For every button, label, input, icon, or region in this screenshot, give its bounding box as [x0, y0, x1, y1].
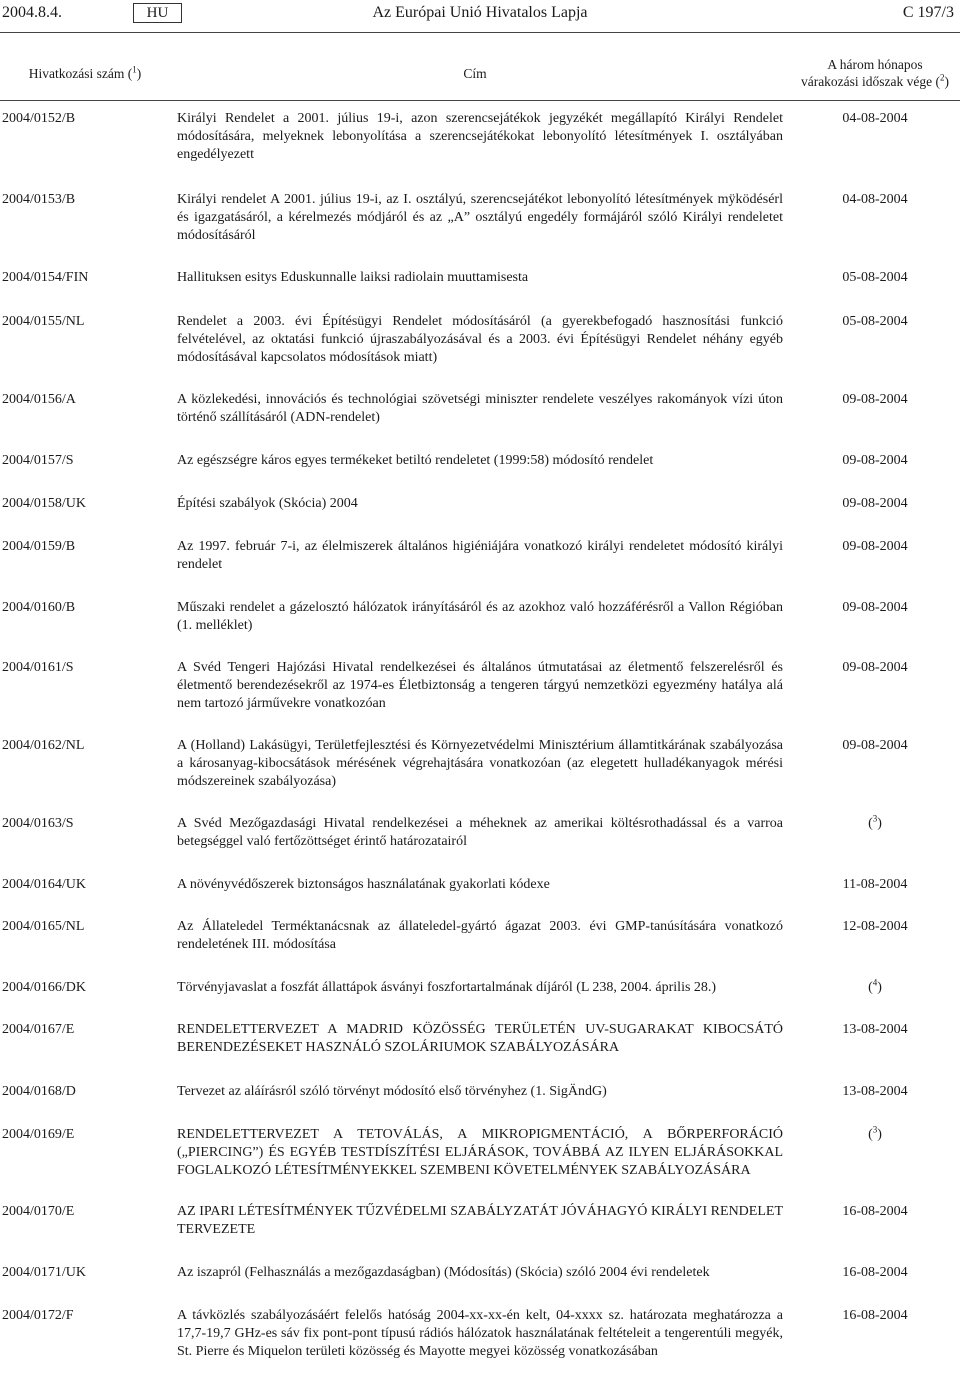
standstill-end-date: 12-08-2004: [842, 919, 908, 934]
standstill-end-date: 09-08-2004: [842, 660, 908, 675]
standstill-end-date: 09-08-2004: [842, 539, 908, 554]
notification-title: A növényvédőszerek biztonságos használatának gyakorlati kódexe: [177, 877, 550, 892]
column-header-end-line2: várakozási időszak vége: [800, 74, 933, 89]
reference-number: 2004/0165/NL: [2, 919, 85, 934]
reference-number: 2004/0160/B: [2, 600, 76, 615]
reference-number: 2004/0154/FIN: [2, 270, 89, 285]
reference-number: 2004/0153/B: [2, 192, 76, 207]
footnote-ref-2: 2: [940, 72, 945, 83]
notification-title: Hallituksen esitys Eduskunnalle laiksi radiolain muuttamisesta: [177, 270, 529, 285]
reference-number: 2004/0169/E: [2, 1127, 75, 1142]
reference-number: 2004/0168/D: [2, 1084, 76, 1099]
column-header-ref: Hivatkozási szám ($^1$): [28, 64, 142, 81]
standstill-end-date: 05-08-2004: [842, 314, 908, 329]
standstill-end-date: 09-08-2004: [842, 600, 908, 615]
standstill-end-date: 04-08-2004: [842, 111, 908, 126]
notification-title: A Svéd Mezőgazdasági Hivatal rendelkezései a méheknek az amerikai költésrothadással és a varroa betegséggel való fertőzöttséget érintő határozatairól: [177, 816, 783, 849]
standstill-end-date: 13-08-2004: [842, 1084, 908, 1099]
standstill-end-date: 09-08-2004: [842, 738, 908, 753]
language-badge: HU: [133, 3, 182, 23]
notification-title: Rendelet a 2003. évi Építésügyi Rendelet módosításáról (a gyerekbefogadó hasznosítási funkció felvételével, az oktatási funkció újraszabályozásával és a 2003. évi Építésügyi Rendelet néhány egyéb módosításával kapcsolatos módosítások miatt): [177, 314, 783, 365]
table-header-rule: [0, 100, 960, 101]
notification-title: Építési szabályok (Skócia) 2004: [177, 496, 358, 511]
reference-number: 2004/0170/E: [2, 1204, 75, 1219]
reference-number: 2004/0167/E: [2, 1022, 75, 1037]
notification-title: RENDELETTERVEZET A TETOVÁLÁS, A MIKROPIGMENTÁCIÓ, A BŐRPERFORÁCIÓ („PIERCING”) ÉS EGYÉB TESTDÍSZÍTÉSI ELJÁRÁSOK, TOVÁBBÁ AZ ILYEN ELJÁRÁSOKKAL FOGLALKOZÓ LÉTESÍTMÉNYEKKEL SZEMBENI KÖVETELMÉNYEK SZABÁLYOZÁSÁRA: [177, 1127, 783, 1178]
notification-title: Műszaki rendelet a gázelosztó hálózatok irányításáról és az azokhoz való hozzáférésről a Vallon Régióban (1. melléklet): [177, 600, 783, 633]
reference-number: 2004/0162/NL: [2, 738, 85, 753]
notification-title: Az iszapról (Felhasználás a mezőgazdaságban) (Módosítás) (Skócia) szóló 2004 évi rendeletek: [177, 1265, 710, 1280]
notification-title: Törvényjavaslat a foszfát állattápok ásványi foszfortartalmának díjáról (L 238, 2004. április 28.): [177, 980, 717, 995]
notification-title: A távközlés szabályozásáért felelős hatóság 2004-xx-xx-én kelt, 04-xxxx sz. határozata meghatározza a 17,7-19,7 GHz-es sáv fix pont-pont típusú rádiós hálózatok használatának feltételeit a tengerentúli megyék, St. Pierre és Miquelon területi közösség és Mayotte megyei közösség vonatkozásában: [177, 1308, 783, 1359]
notification-title: RENDELETTERVEZET A MADRID KÖZÖSSÉG TERÜLETÉN UV-SUGARAKAT KIBOCSÁTÓ BERENDEZÉSEKET HASZNÁLÓ SZOLÁRIUMOK SZABÁLYOZÁSÁRA: [177, 1022, 783, 1055]
standstill-end-date: 09-08-2004: [842, 453, 908, 468]
reference-number: 2004/0163/S: [2, 816, 74, 831]
notification-title: Tervezet az aláírásról szóló törvényt módosító első törvényhez (1. SigÄndG): [177, 1084, 607, 1099]
table-header: [0, 36, 960, 100]
notification-title: Királyi Rendelet a 2001. július 19-i, azon szerencsejátékok jegyzékét megállapító Királyi Rendelet módosítására, melyeknek lebonyolítása a szerencsejátékokat lebonyolító létesítmények I. osztályában engedélyezett: [177, 111, 783, 162]
reference-number: 2004/0172/F: [2, 1308, 74, 1323]
standstill-end-date: ($^4$): [868, 977, 882, 995]
footnote-ref-1: 1: [132, 64, 137, 75]
journal-title: Az Európai Unió Hivatalos Lapja: [372, 4, 588, 21]
notification-title: Az Állateledel Terméktanácsnak az állateledel-gyártó ágazat 2003. évi GMP-tanúsítására vonatkozó rendeletének III. módosítása: [177, 919, 783, 952]
column-header-ref-label: Hivatkozási szám: [28, 66, 125, 81]
standstill-end-date: 05-08-2004: [842, 270, 908, 285]
notification-title: A (Holland) Lakásügyi, Területfejlesztési és Környezetvédelmi Minisztérium államtitkárának szabályozása a károsanyag-kibocsátások mérésének végrehajtására vonatkozóan (az elegetett hulladékanyagok mérési módszereinek szabályozása): [177, 738, 783, 789]
page-header: [0, 0, 960, 26]
standstill-end-date: 16-08-2004: [842, 1308, 908, 1323]
reference-number: 2004/0158/UK: [2, 496, 86, 511]
standstill-end-date: 04-08-2004: [842, 192, 908, 207]
standstill-end-date: 16-08-2004: [842, 1265, 908, 1280]
standstill-end-date: 09-08-2004: [842, 392, 908, 407]
reference-number: 2004/0159/B: [2, 539, 76, 554]
standstill-end-date: 16-08-2004: [842, 1204, 908, 1219]
reference-number: 2004/0156/A: [2, 392, 76, 407]
footnote-ref: 3: [872, 1124, 878, 1135]
notification-title: A közlekedési, innovációs és technológiai szövetségi miniszter rendelete veszélyes rakományok vízi úton történő szállításáról (ADN-rendelet): [177, 392, 783, 425]
footnote-ref: 3: [872, 813, 878, 824]
standstill-end-date: ($^3$): [868, 813, 882, 831]
page-number: C 197/3: [902, 4, 954, 21]
header-rule: [0, 32, 960, 33]
notification-title: AZ IPARI LÉTESÍTMÉNYEK TŰZVÉDELMI SZABÁLYZATÁT JÓVÁHAGYÓ KIRÁLYI RENDELET TERVEZETE: [177, 1204, 783, 1237]
standstill-end-date: ($^3$): [868, 1124, 882, 1142]
reference-number: 2004/0155/NL: [2, 314, 85, 329]
notification-title: Az 1997. február 7-i, az élelmiszerek általános higiéniájára vonatkozó királyi rendeletet módosító királyi rendelet: [177, 539, 783, 572]
reference-number: 2004/0152/B: [2, 111, 76, 126]
reference-number: 2004/0166/DK: [2, 980, 86, 995]
standstill-end-date: 09-08-2004: [842, 496, 908, 511]
notification-title: A Svéd Tengeri Hajózási Hivatal rendelkezései és általános útmutatásai az életmentő felszerelésről és életmentő berendezésekről az 1974-es Életbiztonság a tengeren tárgyú nemzetközi egyezmény hatálya alá nem tartozó járművekre vonatkozóan: [177, 660, 783, 711]
reference-number: 2004/0171/UK: [2, 1265, 86, 1280]
notification-title: Az egészségre káros egyes termékeket betiltó rendeletet (1999:58) módosító rendelet: [177, 453, 654, 468]
reference-number: 2004/0164/UK: [2, 877, 86, 892]
footnote-ref: 4: [872, 977, 878, 988]
column-header-end-line1: A három hónapos: [827, 57, 923, 72]
reference-number: 2004/0157/S: [2, 453, 74, 468]
standstill-end-date: 13-08-2004: [842, 1022, 908, 1037]
reference-number: 2004/0161/S: [2, 660, 74, 675]
notification-title: Királyi rendelet A 2001. július 19-i, az I. osztályú, szerencsejátékot lebonyolító létesítmények mÿködésérl és igazgatásáról, a kérelmezés módjáról és az „A” osztályú engedély formájáról szóló Királyi rendeletet módosításáról: [177, 192, 783, 243]
column-header-end: A három hónapos várakozási időszak vége ($^2$): [790, 56, 960, 90]
column-header-title: Cím: [463, 66, 487, 81]
standstill-end-date: 11-08-2004: [842, 877, 908, 892]
issue-date: 2004.8.4.: [2, 4, 62, 21]
